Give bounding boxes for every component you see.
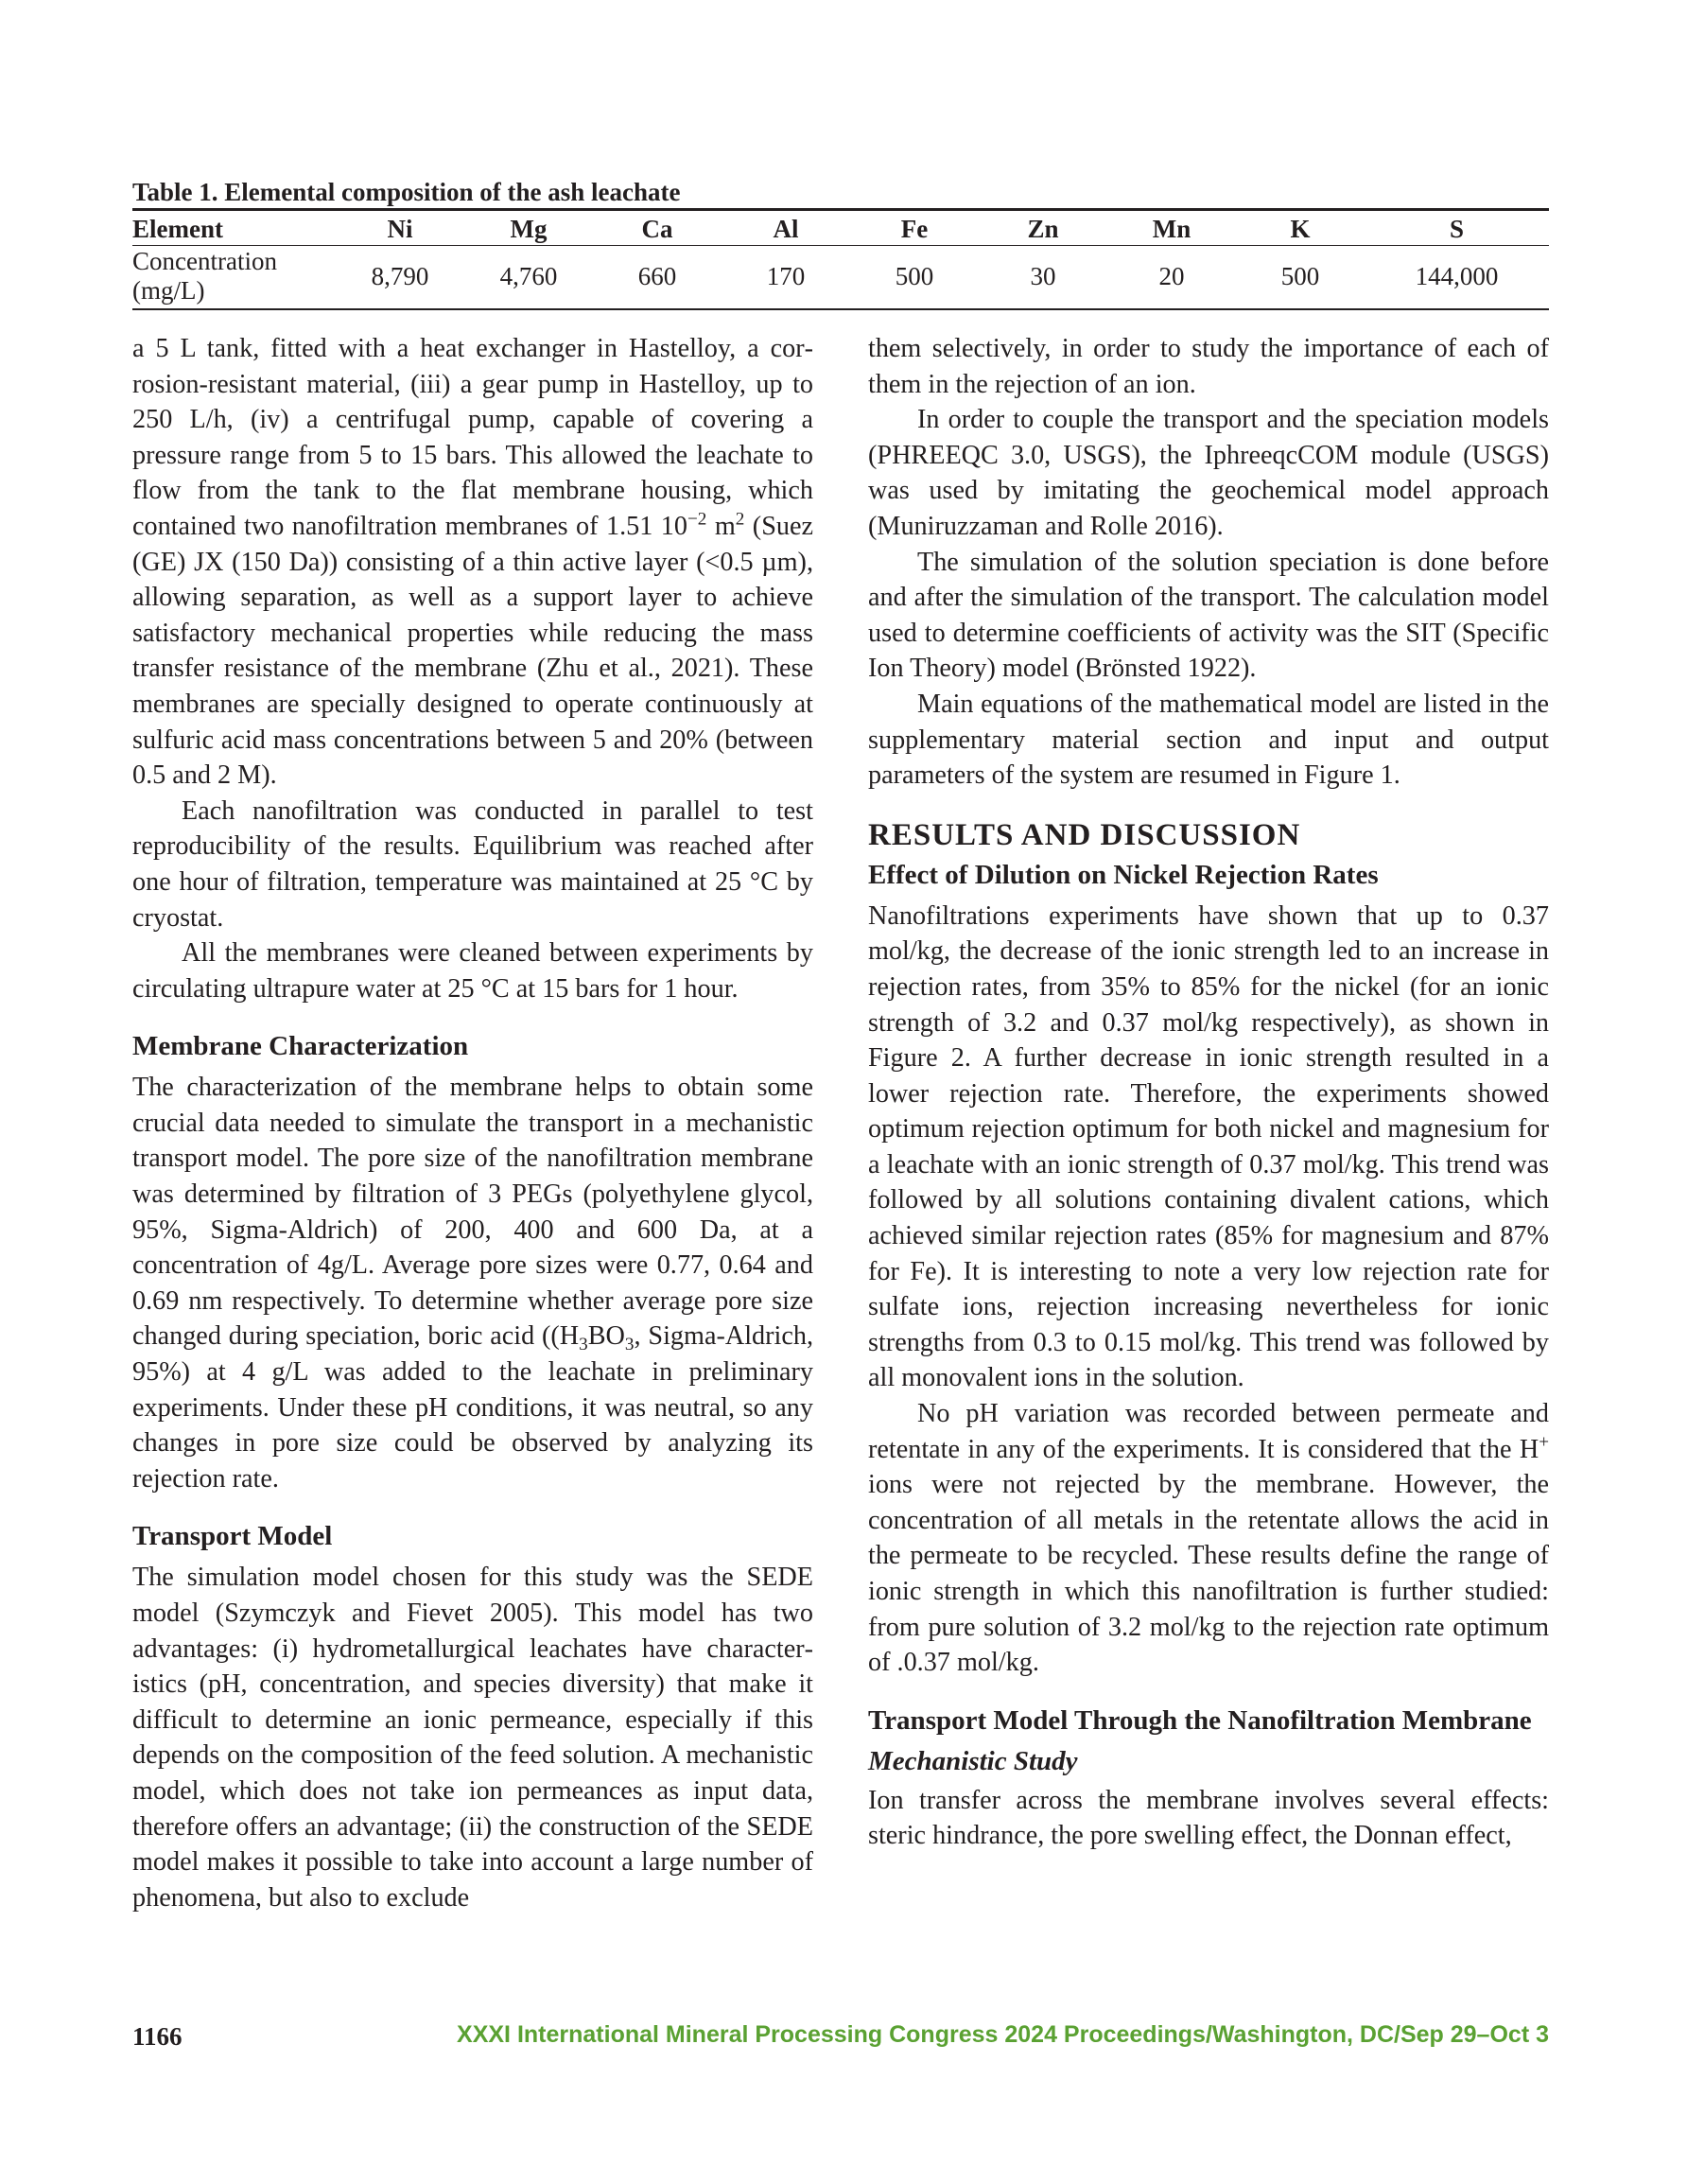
- table-cell: 500: [895, 261, 934, 290]
- superscript: 2: [735, 509, 745, 530]
- table-cell: Concentration (mg/L): [132, 247, 277, 305]
- section-heading: Transport Model Through the Nanofiltration Membrane: [868, 1704, 1532, 1736]
- paragraph-text: BO: [587, 1321, 625, 1352]
- subscript: 3: [624, 1335, 635, 1355]
- table-header-cell: Ni: [387, 214, 413, 243]
- right-column: [868, 331, 1549, 1854]
- section-heading: Membrane Characterization: [132, 1031, 469, 1062]
- paragraph: them selectively, in order to study the importance of each of them in the rejection of an ion.: [868, 334, 1549, 399]
- table-cell: 170: [766, 261, 806, 290]
- paragraph: In order to couple the transport and the speciation models (PHREEQC 3.0, USGS), the IphreeqcCOM module (USGS) was used by imitating the geochemical model approach (Muniruzzaman and Rolle 2016).: [868, 405, 1549, 541]
- paragraph-text: , Sigma-Aldrich, 95%) at 4 g/L was added to the leachate in preliminary experiments. Under these pH conditions, it was neutral, so any changes in pore size could be observed by analyzing its rejection rate.: [132, 1321, 813, 1494]
- table-header-cell: Mn: [1152, 214, 1191, 243]
- superscript: −2: [687, 509, 707, 530]
- table-header-cell: Element: [132, 214, 223, 243]
- paragraph-text: No pH variation was recorded between permeate and retentate in any of the experiments. It is considered that the H: [868, 1399, 1549, 1464]
- section-heading: Transport Model: [132, 1521, 333, 1552]
- superscript: +: [1539, 1432, 1549, 1453]
- table-header-cell: Ca: [641, 214, 673, 243]
- table-cell: 20: [1158, 261, 1185, 290]
- paragraph: Each nanofiltration was conducted in parallel to test reproducibility of the results. Equilibrium was reached after one hour of filtration, temperature was maintained at 25 °C by cryostat.: [132, 795, 813, 933]
- left-column: [132, 331, 813, 1915]
- paragraph-text: a 5 L tank, fitted with a heat exchanger in Hastelloy, a corrosion-resistant material, (iii) a gear pump in Hastelloy, up to 250 L/h, (iv) a centrifugal pump, capable of covering a pressure range from 5 to 15 bars. This allowed the leachate to flow from the tank to the flat membrane housing, which contained two nanofiltration membranes of 1.51 10: [132, 334, 813, 541]
- table-cell: 4,760: [499, 261, 558, 290]
- table-header-cell: K: [1290, 214, 1311, 243]
- table-header-cell: Al: [773, 214, 799, 243]
- table-row: [132, 246, 1549, 310]
- table-cell: 30: [1030, 261, 1056, 290]
- section-title: RESULTS AND DISCUSSION: [868, 817, 1301, 852]
- paragraph: Main equations of the mathematical model are listed in the supplementary material section and input and output parameters of the system are resumed in Figure 1.: [868, 689, 1549, 791]
- table-cell: 500: [1280, 261, 1320, 290]
- paragraph: Nanofiltrations experiments have shown that up to 0.37 mol/kg, the decrease of the ionic strength led to an increase in rejection rates, from 35% to 85% for the nickel (for an ionic strength of 3.2 and 0.37 mol/kg respectively), as shown in Figure 2. A further decrease in ionic strength resulted in a lower rejection rate. Therefore, the experiments showed optimum rejection optimum for both nickel and magnesium for a leachate with an ionic strength of 0.37 mol/kg. This trend was followed by all solutions containing divalent cations, which achieved similar rejection rates (85% for magnesium and 87% for Fe). It is interesting to note a very low rejection rate for sulfate ions, rejection increasing nevertheless for ionic strengths from 0.3 to 0.15 mol/kg. This trend was followed by all monovalent ions in the solution.: [868, 900, 1549, 1393]
- paragraph: The simulation of the solution speciation is done before and after the simulation of the transport. The calculation model used to determine coefficients of activity was the SIT (Specific Ion Theory) model (Brönsted 1922).: [868, 547, 1549, 684]
- section-heading: Effect of Dilution on Nickel Rejection Rates: [868, 859, 1379, 890]
- paragraph: Ion transfer across the membrane involves several effects: steric hindrance, the pore swelling effect, the Donnan effect,: [868, 1785, 1549, 1851]
- table-cell: 660: [637, 261, 677, 290]
- paragraph: [868, 1396, 1549, 1681]
- table-cell: 8,790: [371, 261, 429, 290]
- paragraph: [132, 1070, 813, 1496]
- table-header-cell: Fe: [900, 214, 929, 243]
- table-header-cell: Mg: [510, 214, 548, 243]
- paragraph-text: m: [706, 511, 736, 541]
- table-header-cell: S: [1449, 214, 1465, 243]
- subsection-heading: Mechanistic Study: [868, 1745, 1078, 1776]
- paragraph: The simulation model chosen for this study was the SEDE model (Szymczyk and Fievet 2005). This model has two advantages: (i) hydrometallurgical leachates have characteristics (pH, concentration, and species diversity) that make it difficult to determine an ionic permeance, especially if this depends on the composition of the feed solution. A mechanistic model, which does not take ion permeances as input data, therefore offers an advantage; (ii) the construction of the SEDE model makes it possible to take into account a large number of phenomena, but also to exclude: [132, 1563, 813, 1913]
- running-footer: XXXI International Mineral Processing Congress 2024 Proceedings/Washington, DC/Sep 29–Oct 3: [457, 2021, 1549, 2048]
- table-cell: 144,000: [1415, 261, 1499, 290]
- paragraph-text: The characterization of the membrane helps to obtain some crucial data needed to simulate the transport in a mechanistic transport model. The pore size of the nanofiltration membrane was determined by filtration of 3 PEGs (polyethylene glycol, 95%, Sigma-Aldrich) of 200, 400 and 600 Da, at a concentration of 4g/L. Average pore sizes were 0.77, 0.64 and 0.69 nm respectively. To determine whether average pore size changed during speciation, boric acid ((H: [132, 1073, 813, 1352]
- paragraph-text: ions were not rejected by the membrane. However, the concentration of all metals in the retentate allows the acid in the permeate to be recycled. These results define the range of ionic strength in which this nanofiltration is further studied: from pure solution of 3.2 mol/kg to the rejection rate optimum of .0.37 mol/kg.: [868, 1470, 1549, 1678]
- table-header-row: [132, 210, 1549, 246]
- paragraph-text: (Suez (GE) JX (150 Da)) consisting of a thin active layer (<0.5 µm), allowing separation, as well as a support layer to achieve satisfactory mechanical properties while reducing the mass transfer resistance of the membrane (Zhu et al., 2021). These membranes are specially designed to operate continuously at sulfuric acid mass concentrations between 5 and 20% (between 0.5 and 2 M).: [132, 511, 813, 791]
- subscript: 3: [579, 1335, 588, 1355]
- page-number: 1166: [132, 2022, 183, 2051]
- table-caption: Table 1. Elemental composition of the ash leachate: [132, 178, 681, 206]
- paragraph: [132, 331, 813, 794]
- composition-table: [132, 208, 1549, 310]
- table-header-cell: Zn: [1027, 214, 1059, 243]
- paragraph: All the membranes were cleaned between experiments by circulating ultrapure water at 25 °C at 15 bars for 1 hour.: [132, 938, 813, 1004]
